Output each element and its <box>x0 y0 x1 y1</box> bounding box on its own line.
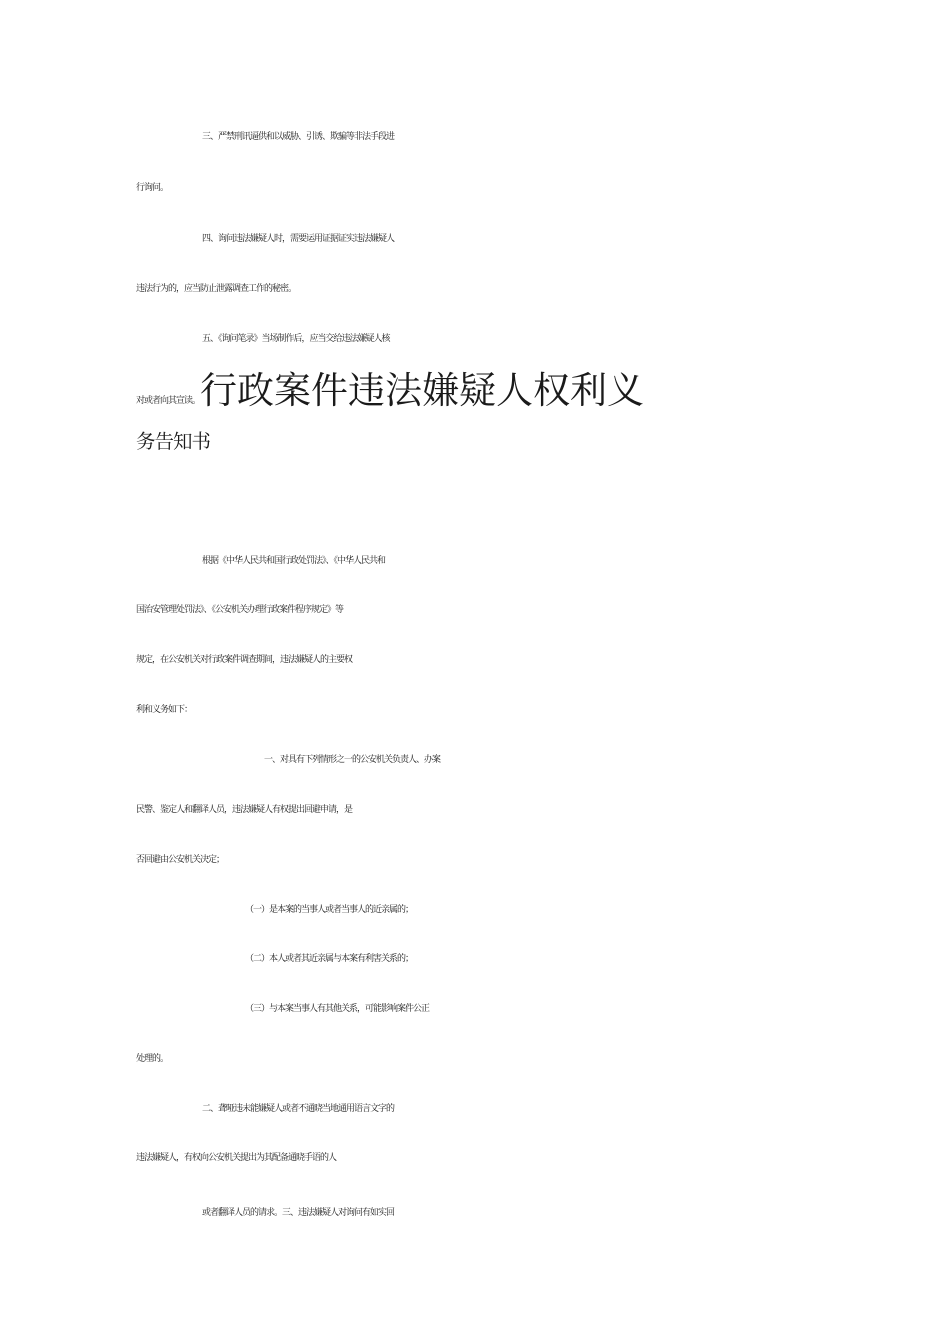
paragraph-line: 国治安管理处罚法》、《公安机关办理行政案件程序规定》等 <box>136 605 344 615</box>
paragraph-line: 违法行为的，应当防止泄露调查工作的秘密。 <box>136 284 297 294</box>
list-item: （三）与本案当事人有其他关系，可能影响案件公正 <box>245 1004 430 1014</box>
paragraph-line: 否回避由公安机关决定； <box>136 855 225 865</box>
paragraph-line: 或者翻译人员的请求。三、违法嫌疑人对询问有如实回 <box>202 1208 395 1218</box>
document-title-continued: 务告知书 <box>136 430 211 453</box>
paragraph-text: 对或者向其宣读。 <box>136 396 201 406</box>
paragraph-line: 一、对具有下列情形之一的公安机关负责人、办案 <box>264 755 441 765</box>
paragraph-line: 民警、鉴定人和翻译人员，违法嫌疑人有权提出回避申请，是 <box>136 805 353 815</box>
paragraph-line: 规定，在公安机关对行政案件调查期间，违法嫌疑人的主要权 <box>136 655 353 665</box>
paragraph-line: 五、《询问笔录》当场制作后，应当交给违法嫌疑人核 <box>202 334 390 344</box>
paragraph-line: 三、严禁刑讯逼供和以威胁、引诱、欺骗等非法手段进 <box>202 132 395 142</box>
list-item: （二）本人或者其近亲属与本案有利害关系的； <box>245 954 414 964</box>
paragraph-line: 根据《中华人民共和国行政处罚法》、《中华人民共和 <box>202 556 386 566</box>
paragraph-line: 行询问。 <box>136 183 169 193</box>
list-item: （一）是本案的当事人或者当事人的近亲属的； <box>245 905 414 915</box>
paragraph-line: 二、聋哑违未能嫌疑人或者不通晓当地通用语言文字的 <box>202 1104 395 1114</box>
paragraph-line: 四、询问违法嫌疑人时，需要运用证据证实违法嫌疑人 <box>202 234 395 244</box>
paragraph-line: 利和义务如下： <box>136 705 193 715</box>
document-title: 行政案件违法嫌疑人权利义 <box>200 369 645 412</box>
paragraph-line-with-title <box>136 369 836 418</box>
paragraph-line: 违法嫌疑人，有权向公安机关提出为其配备通晓手语的人 <box>136 1153 337 1163</box>
paragraph-line: 处理的。 <box>136 1054 169 1064</box>
